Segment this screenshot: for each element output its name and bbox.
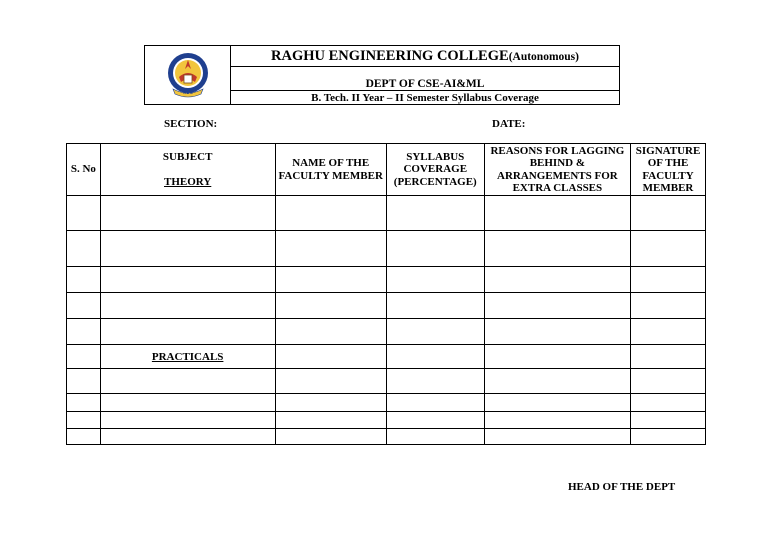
- table-header-row: [67, 144, 706, 196]
- coverage-table: [66, 143, 706, 445]
- col-reasons: REASONS FOR LAGGING BEHIND & ARRANGEMENTS FOR EXTRA CLASSES: [484, 144, 630, 196]
- table-row: [67, 319, 706, 345]
- college-crest-icon: [165, 51, 211, 99]
- svg-text:REC: REC: [182, 91, 193, 96]
- subject-heading: SUBJECT: [162, 150, 213, 163]
- table-row: [67, 412, 706, 429]
- col-coverage: SYLLABUS COVERAGE (PERCENTAGE): [386, 144, 484, 196]
- table-row: [67, 429, 706, 445]
- head-of-dept-label: HEAD OF THE DEPT: [568, 481, 676, 493]
- header-table: [144, 45, 620, 105]
- col-signature: SIGNATURE OF THE FACULTY MEMBER: [631, 144, 706, 196]
- table-row: [67, 394, 706, 412]
- table-row: [67, 231, 706, 267]
- date-label: DATE:: [492, 118, 526, 130]
- col-faculty: NAME OF THE FACULTY MEMBER: [275, 144, 386, 196]
- practicals-heading: PRACTICALS: [151, 350, 224, 363]
- logo-cell: [145, 46, 231, 105]
- table-row: [67, 267, 706, 293]
- table-row: [67, 293, 706, 319]
- course-subtitle: B. Tech. II Year – II Semester Syllabus Coverage: [231, 91, 620, 105]
- col-subject: [100, 144, 275, 196]
- dept-name: DEPT OF CSE-AI&ML: [231, 67, 620, 91]
- table-row: [67, 369, 706, 394]
- practicals-row: [67, 345, 706, 369]
- col-sno: S. No: [67, 144, 101, 196]
- college-name: RAGHU ENGINEERING COLLEGE(Autonomous): [231, 46, 620, 67]
- section-label: SECTION:: [164, 118, 218, 130]
- table-row: [67, 196, 706, 231]
- theory-heading: THEORY: [164, 176, 212, 188]
